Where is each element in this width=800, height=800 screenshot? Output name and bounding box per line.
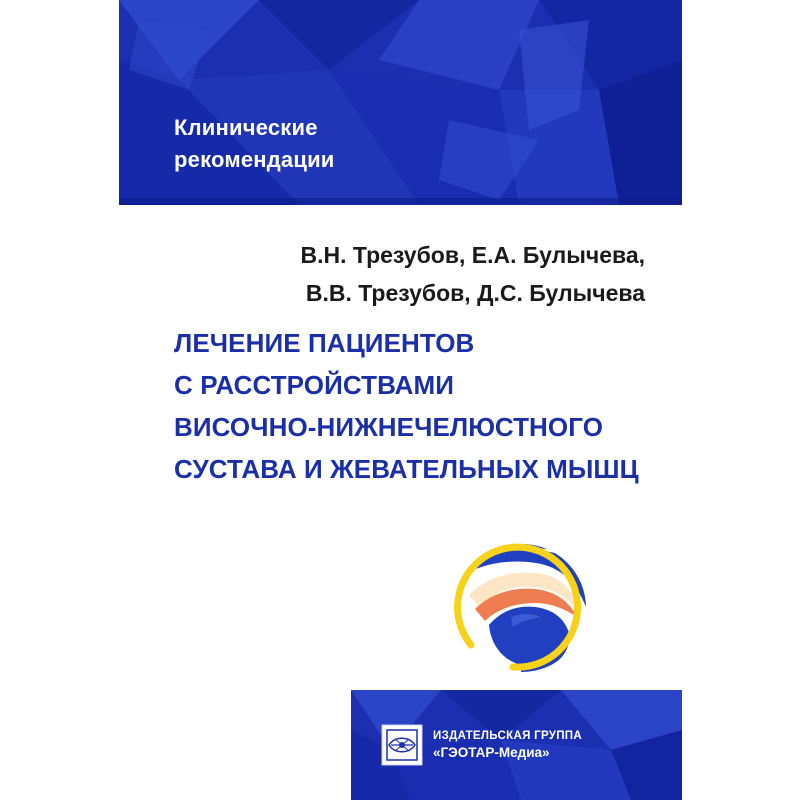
geotar-logo-icon (381, 724, 423, 766)
publisher-block (381, 724, 582, 766)
joint-illustration-icon (451, 537, 593, 679)
authors (119, 236, 645, 312)
series-line: Клинические (174, 115, 318, 140)
authors-line: В.В. Трезубов, Д.С. Булычева (305, 280, 645, 306)
series-line: рекомендации (174, 147, 335, 172)
title-line: СУСТАВА И ЖЕВАТЕЛЬНЫХ МЫШЦ (174, 454, 639, 484)
title-line: ВИСОЧНО-НИЖНЕЧЕЛЮСТНОГО (174, 412, 604, 442)
series-label (174, 112, 335, 176)
book-cover (119, 0, 682, 800)
title-line: С РАССТРОЙСТВАМИ (174, 370, 455, 400)
authors-line: В.Н. Трезубов, Е.А. Булычева, (300, 242, 645, 268)
publisher-line: «ГЭОТАР-Медиа» (433, 744, 550, 760)
publisher-line: ИЗДАТЕЛЬСКАЯ ГРУППА (433, 729, 582, 742)
book-title (174, 322, 639, 490)
publisher-name (433, 729, 582, 762)
title-line: ЛЕЧЕНИЕ ПАЦИЕНТОВ (174, 328, 475, 358)
